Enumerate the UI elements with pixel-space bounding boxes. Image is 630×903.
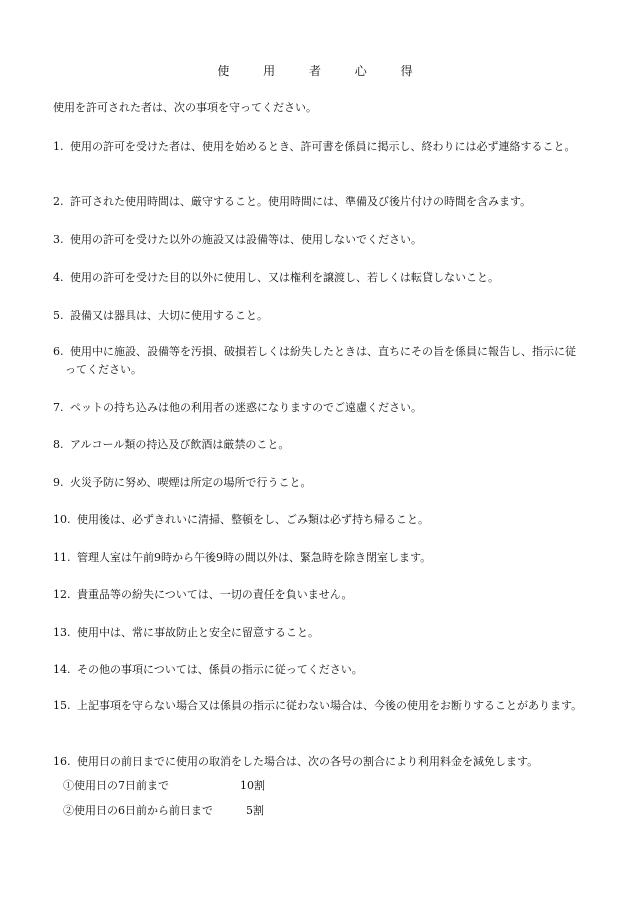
rule-number: 7. [53, 401, 64, 414]
intro-text: 使用を許可された者は、次の事項を守ってください。 [53, 101, 317, 114]
rule-number: 10. [53, 513, 71, 526]
rule-number: 13. [53, 626, 71, 639]
rule-number: 11. [53, 551, 71, 564]
rule-text: その他の事項については、係員の指示に従ってください。 [77, 663, 363, 676]
rule-item [53, 399, 583, 417]
rule-text: 設備又は器具は、大切に使用すること。 [70, 309, 268, 322]
rule-item [53, 307, 583, 325]
rule-text: アルコール類の持込及び飲酒は厳禁のこと。 [70, 438, 290, 451]
rule-text: 使用中に施設、設備等を汚損、破損若しくは紛失したときは、直ちにその旨を係員に報告し、指示に従ってください。 [65, 345, 576, 376]
refund-row-1-value: 10割 [240, 779, 265, 792]
rule-item [53, 586, 583, 604]
rule-item [53, 549, 583, 567]
rule-number: 2. [53, 195, 64, 208]
rule-item [53, 343, 583, 379]
rule-number: 15. [53, 699, 71, 712]
refund-row-2-value: 5割 [246, 804, 264, 817]
rule-text: 使用中は、常に事故防止と安全に留意すること。 [77, 626, 319, 639]
rule-number: 8. [53, 438, 64, 451]
rule-text: 管理人室は午前9時から午後9時の間以外は、緊急時を除き閉室します。 [77, 551, 432, 564]
refund-row-2-label: ②使用日の6日前から前日まで [63, 804, 213, 817]
rule-number: 5. [53, 309, 64, 322]
rule-number: 14. [53, 663, 71, 676]
rule-number: 9. [53, 476, 64, 489]
rule-number: 16. [53, 755, 71, 768]
rule-number: 12. [53, 588, 71, 601]
rule-text: 貴重品等の紛失については、一切の責任を負いません。 [77, 588, 353, 601]
rule-text: ペットの持ち込みは他の利用者の迷惑になりますのでご遠慮ください。 [70, 401, 422, 414]
rule-text: 使用の許可を受けた目的以外に使用し、又は権利を譲渡し、若しくは転貸しないこと。 [70, 271, 499, 284]
rule-item [53, 193, 583, 211]
rule-number: 6. [53, 345, 64, 358]
rule-text: 使用後は、必ずきれいに清掃、整頓をし、ごみ類は必ず持ち帰ること。 [77, 513, 429, 526]
rule-text: 上記事項を守らない場合又は係員の指示に従わない場合は、今後の使用をお断りすることがあります。 [77, 699, 583, 712]
rule-item [53, 697, 583, 715]
rule-item [53, 624, 583, 642]
rule-item [53, 661, 583, 679]
rule-item [53, 231, 583, 249]
rule-item [53, 269, 583, 287]
rule-number: 1. [53, 140, 64, 153]
rule-item [53, 753, 583, 771]
rule-number: 4. [53, 271, 64, 284]
rule-text: 使用の許可を受けた以外の施設又は設備等は、使用しないでください。 [70, 233, 422, 246]
rule-item [53, 436, 583, 454]
rule-text: 使用日の前日までに使用の取消をした場合は、次の各号の割合により利用料金を減免します。 [77, 755, 539, 768]
rule-item [53, 138, 583, 156]
rule-text: 許可された使用時間は、厳守すること。使用時間には、準備及び後片付けの時間を含みます。 [70, 195, 532, 208]
rule-text: 使用の許可を受けた者は、使用を始めるとき、許可書を係員に掲示し、終わりには必ず連絡すること。 [70, 140, 576, 153]
rule-item [53, 474, 583, 492]
rule-item [53, 511, 583, 529]
document-title: 使 用 者 心 得 [217, 64, 428, 78]
refund-row-1-label: ①使用日の7日前まで [63, 779, 169, 792]
rule-text: 火災予防に努め、喫煙は所定の場所で行うこと。 [70, 476, 312, 489]
rule-number: 3. [53, 233, 64, 246]
